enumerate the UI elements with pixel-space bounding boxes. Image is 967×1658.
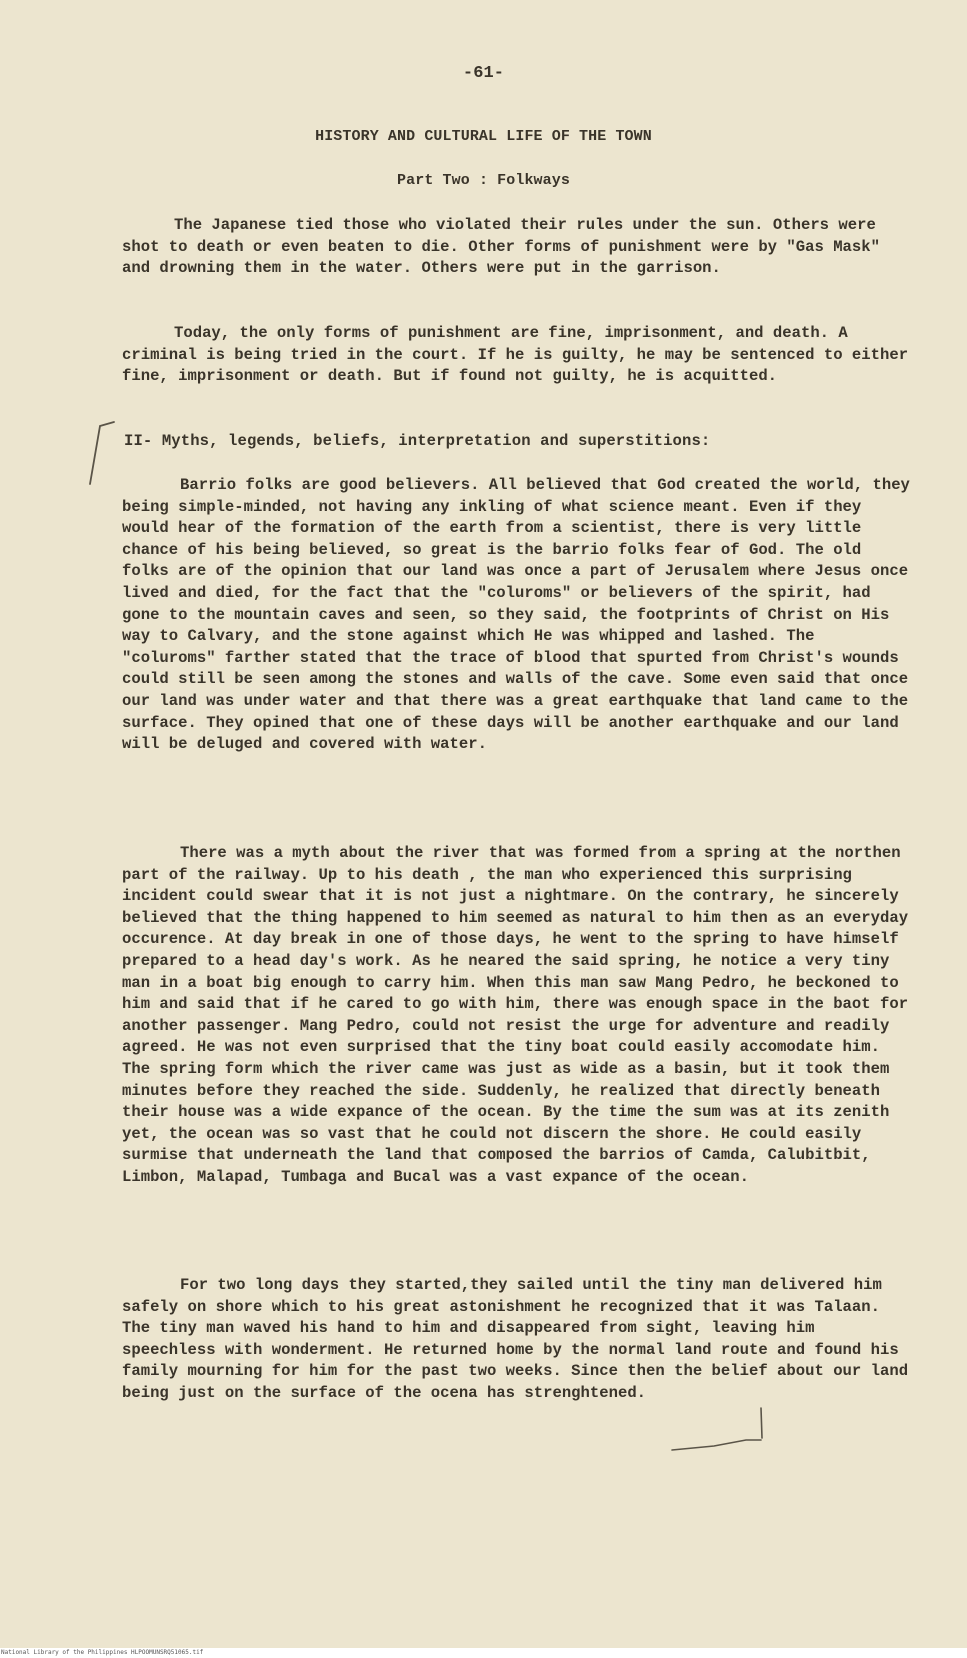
paragraph-beliefs: Barrio folks are good believers. All believed that God created the world, they being simple-minded, not having any inkling of what science meant. Even if they would hear of the formation of the earth from a scientist, there is very little chance of his being believed, so great is the barrio folks fear of God. The old folks are of the opinion that our land was once a part of Jerusalem where Jesus once lived and died, for the fact that the "coluroms" or believers of the spirit, had gone to the mountain caves and seen, so they said, the footprints of Christ on His way to Calvary, and the stone against which He was whipped and lashed. The "coluroms" farther stated that the trace of blood that spurted from Christ's wounds could still be seen among the stones and walls of the cave. Some even said that once our land was under water and that there was a great earthquake that land came to the surface. They opined that one of these days will be another earthquake and our land will be deluged and covered with water. [122,476,910,754]
pencil-bracket-mark [84,418,124,488]
footer-strip [0,1648,967,1658]
document-subtitle: Part Two : Folkways [397,172,570,189]
scan-footer: National Library of the Philippines HLPOOMUNSRQ51065.tif [1,1649,204,1656]
paragraph-tiny-man: For two long days they started,they sailed until the tiny man delivered him safely on shore which to his great astonishment he recognized that it was Talaan. The tiny man waved his hand to him and disappeared from sight, leaving him speechless with wonderment. He returned home by the normal land route and found his family mourning for him for the past two weeks. Since then the belief about our land being just on the surface of the ocena has strenghtened. [122,1276,909,1402]
paragraph-punishment-japanese: The Japanese tied those who violated their rules under the sun. Others were shot to death or even beaten to die. Other forms of punishment were by "Gas Mask" and drowning them in the water. Others were put in the garrison. [122,216,880,278]
page-number: -61- [462,64,505,83]
section-heading: II- Myths, legends, beliefs, interpretation and superstitions: [124,432,711,450]
document-title: HISTORY AND CULTURAL LIFE OF THE TOWN [315,128,652,145]
paragraph-punishment-today: Today, the only forms of punishment are fine, imprisonment, and death. A criminal is being tried in the court. If he is guilty, he may be sentenced to either fine, imprisonment or death. But if found not guilty, he is acquitted. [122,324,909,386]
paragraph-river-myth: There was a myth about the river that was formed from a spring at the northen part of the railway. Up to his death , the man who experienced this surprising incident could swear that it is not just a nightmare. On the contrary, he sincerely believed that the thing happened to him seemed as natural to him then as an everyday occurence. At day break in one of those days, he went to the spring to have himself prepared to a head day's work. As he neared the said spring, he notice a very tiny man in a boat big enough to carry him. When this man saw Mang Pedro, he beckoned to him and said that if he cared to go with him, there was enough space in the baot for another passenger. Mang Pedro, could not resist the urge for adventure and readily agreed. He was not even surprised that the tiny boat could easily accomodate him. The spring form which the river came was just as wide as a basin, but it took them minutes before they reached the side. Suddenly, he realized that directly beneath their house was a wide expance of the ocean. By the time the sum was at its zenith yet, the ocean was so vast that he could not discern the shore. He could easily surmise that underneath the land that composed the barrios of Camda, Calubitbit, Limbon, Malapad, Tumbaga and Bucal was a vast expance of the ocean. [122,844,909,1186]
pencil-end-mark [668,1400,768,1470]
